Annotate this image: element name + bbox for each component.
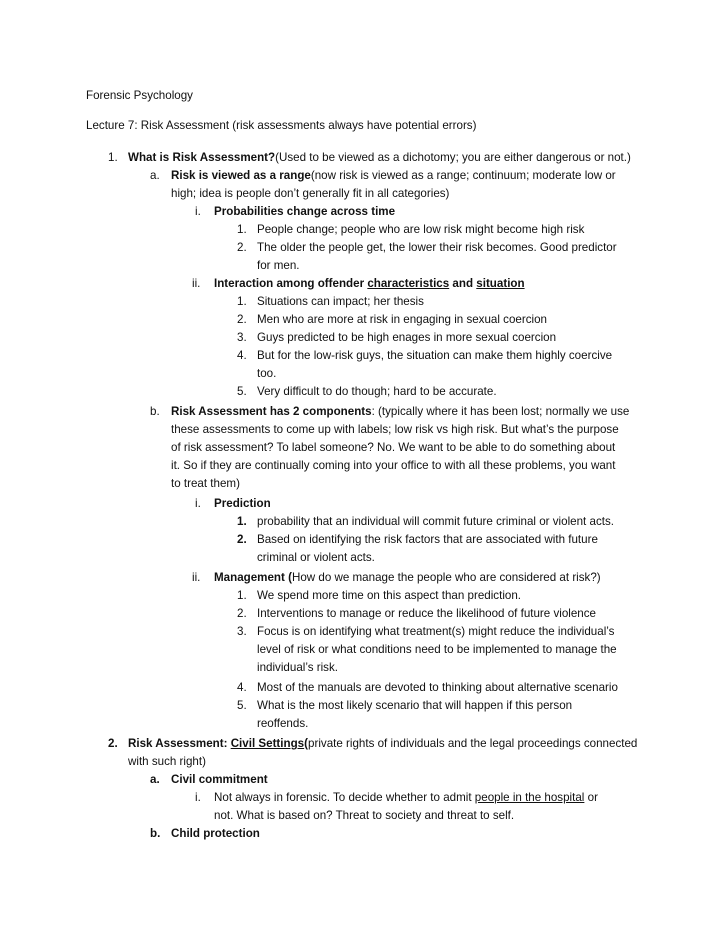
list-item: Situations can impact; her thesis [257,295,424,308]
text-line: criminal or violent acts. [257,551,375,564]
list-item: What is Risk Assessment?(Used to be viewed as a dichotomy; you are either dangerous or not.) [128,151,631,164]
list-number: 3. [237,625,247,638]
list-item: Child protection [171,827,260,840]
list-number: 4. [237,681,247,694]
list-item: The older the people get, the lower their risk becomes. Good predictor [257,241,617,254]
list-item: Prediction [214,497,271,510]
list-number: 2. [237,313,247,326]
list-number: 3. [237,331,247,344]
list-number: ii. [192,277,201,290]
list-number: 1. [237,223,247,236]
text-line: with such right) [128,755,206,768]
list-number: 2. [237,241,247,254]
text-line: not. What is based on? Threat to society and threat to self. [214,809,515,822]
list-item: Risk Assessment has 2 components: (typically where it has been lost; normally we use [171,405,630,418]
lecture-heading: Lecture 7: Risk Assessment (risk assessments always have potential errors) [86,119,477,132]
list-number: 1. [237,515,247,528]
list-number: 1. [108,151,118,164]
list-number: 1. [237,295,247,308]
list-number: ii. [192,571,201,584]
list-item: What is the most likely scenario that will happen if this person [257,699,573,712]
list-item: probability that an individual will commit future criminal or violent acts. [257,515,614,528]
list-item: Risk Assessment: Civil Settings(private rights of individuals and the legal proceedings connected [128,737,638,750]
text-line: to treat them) [171,477,240,490]
text-line: these assessments to come up with labels; low risk vs high risk. But what’s the purpose [171,423,619,436]
list-item: Interventions to manage or reduce the likelihood of future violence [257,607,597,620]
list-item: Risk is viewed as a range(now risk is viewed as a range; continuum; moderate low or [171,169,616,182]
list-number: a. [150,773,160,786]
list-number: i. [195,497,201,510]
text-line: individual’s risk. [257,661,338,674]
text-line: high; idea is people don’t generally fit in all categories) [171,187,450,200]
list-item: Very difficult to do though; hard to be accurate. [257,385,497,398]
list-number: i. [195,791,201,804]
heading-text: Risk is viewed as a range [171,169,311,182]
list-item: Civil commitment [171,773,268,786]
list-item: Management (How do we manage the people who are considered at risk?) [214,571,601,584]
list-number: 2. [237,607,247,620]
list-item: Focus is on identifying what treatment(s) might reduce the individual’s [257,625,615,638]
list-number: 5. [237,385,247,398]
list-item: Interaction among offender characteristics and situation [214,277,525,290]
list-item: We spend more time on this aspect than prediction. [257,589,522,602]
text-line: for men. [257,259,300,272]
list-number: 1. [237,589,247,602]
list-item: People change; people who are low risk might become high risk [257,223,585,236]
list-number: b. [150,827,161,840]
list-item: Men who are more at risk in engaging in sexual coercion [257,313,547,326]
document-title: Forensic Psychology [86,89,193,102]
list-number: b. [150,405,160,418]
heading-text: Risk Assessment has 2 components [171,405,372,418]
text-line: too. [257,367,277,380]
list-item: But for the low-risk guys, the situation can make them highly coercive [257,349,613,362]
list-number: a. [150,169,160,182]
list-number: 2. [108,737,118,750]
text-line: it. So if they are continually coming into your office to with all these problems, you want [171,459,616,472]
text-line: of risk assessment? To label someone? No. We want to be able to do something about [171,441,616,454]
heading-text: What is Risk Assessment? [128,151,276,164]
list-number: i. [195,205,201,218]
list-number: 5. [237,699,247,712]
list-number: 4. [237,349,247,362]
text-line: reoffends. [257,717,309,730]
list-item: Probabilities change across time [214,205,396,218]
list-item: Guys predicted to be high enages in more sexual coercion [257,331,557,344]
list-item: Based on identifying the risk factors that are associated with future [257,533,598,546]
list-item: Not always in forensic. To decide whether to admit people in the hospital or [214,791,598,804]
text-line: level of risk or what conditions need to be implemented to manage the [257,643,617,656]
list-item: Most of the manuals are devoted to thinking about alternative scenario [257,681,618,694]
list-number: 2. [237,533,247,546]
